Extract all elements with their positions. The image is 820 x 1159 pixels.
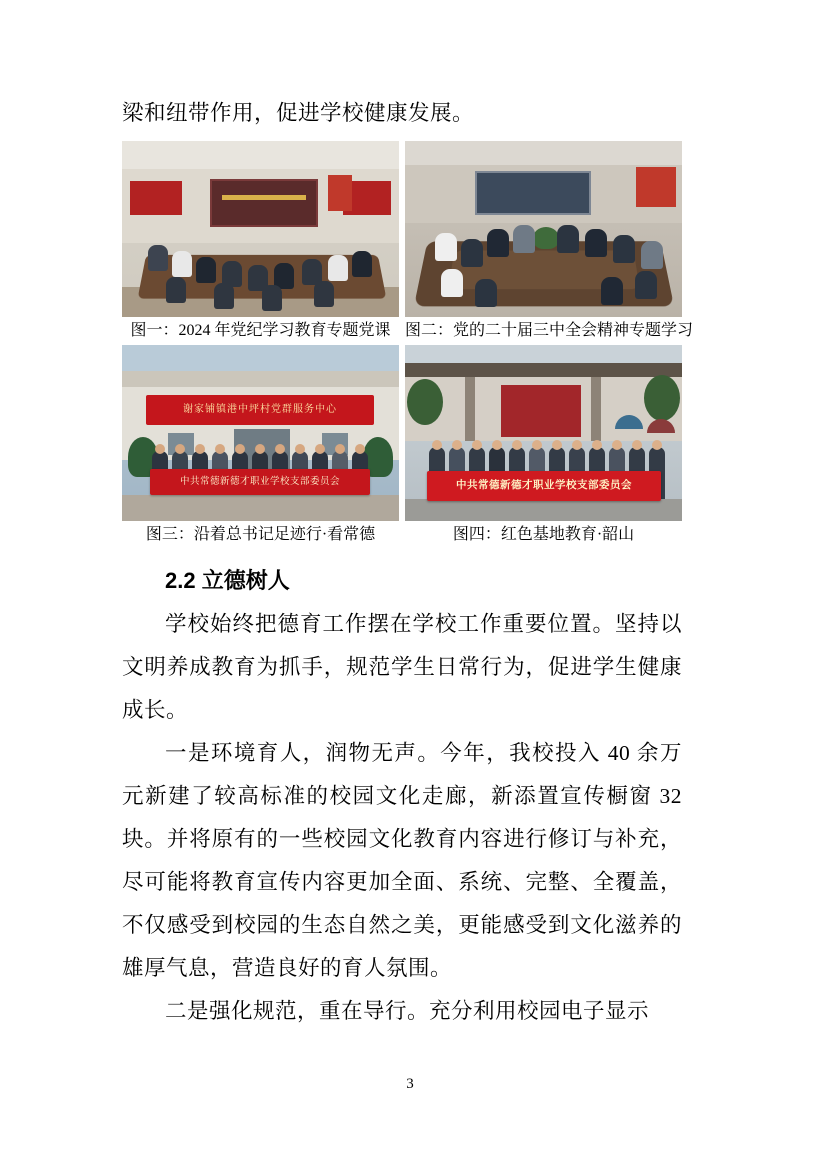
tree	[407, 379, 443, 425]
red-wall	[501, 385, 581, 437]
tree	[644, 375, 680, 421]
figure-3-image	[122, 345, 399, 521]
flag	[328, 175, 352, 211]
attendee	[172, 251, 192, 277]
figure-2-caption: 图二：党的二十届三中全会精神专题学习	[405, 322, 694, 339]
attendee	[196, 257, 216, 283]
ground	[405, 499, 682, 521]
column	[465, 377, 475, 441]
ceiling	[405, 141, 682, 165]
figure-1-caption: 图一：2024 年党纪学习教育专题党课	[130, 322, 391, 339]
attendee	[262, 285, 282, 311]
attendee	[435, 233, 457, 261]
group-banner-text: 中共常德新德才职业学校支部委员会	[456, 480, 632, 491]
figure-row-top	[122, 141, 694, 345]
attendee	[461, 239, 483, 267]
group-banner	[427, 471, 661, 501]
figure-4-caption: 图四：红色基地教育·韶山	[452, 526, 635, 543]
figure-1-image	[122, 141, 399, 317]
attendee	[613, 235, 635, 263]
paragraph-body-3: 二是强化规范，重在导行。充分利用校园电子显示	[165, 999, 650, 1023]
figure-4-image	[405, 345, 682, 521]
paragraph-body-1: 学校始终把德育工作摆在学校工作重要位置。坚持以文明养成教育为抓手，规范学生日常行为，促进学生健康成长。	[122, 612, 682, 722]
attendee	[314, 281, 334, 307]
paragraph-continued: 梁和纽带作用，促进学校健康发展。	[122, 101, 475, 125]
attendee	[214, 283, 234, 309]
figure-1	[122, 141, 399, 345]
attendee	[148, 245, 168, 271]
display-screen	[475, 171, 591, 215]
group-banner	[150, 469, 370, 495]
ground	[122, 495, 399, 521]
attendee	[585, 229, 607, 257]
red-banner	[636, 167, 676, 207]
attendee	[352, 251, 372, 277]
attendee	[641, 241, 663, 269]
figure-4	[405, 345, 682, 549]
group-banner-text: 中共常德新德才职业学校支部委员会	[179, 477, 340, 487]
attendee	[635, 271, 657, 299]
attendee	[513, 225, 535, 253]
projector-screen	[210, 179, 318, 227]
figure-3-caption: 图三：沿着总书记足迹行·看常德	[145, 526, 376, 543]
building-sign-text: 谢家铺镇港中坪村党群服务中心	[183, 404, 337, 415]
attendee	[166, 277, 186, 303]
paragraph-body-2: 一是环境育人，润物无声。今年，我校投入 40 余万元新建了较高标准的校园文化走廊，新添置宣传橱窗 32 块。并将原有的一些校园文化教育内容进行修订与补充，尽可能将教育宣传内容更加全面、系统、完整、全覆盖，不仅感受到校园的生态自然之美，更能感受到文化滋养的雄厚气息，营造良好的育人氛围。	[122, 741, 682, 980]
attendee	[328, 255, 348, 281]
ceiling	[122, 141, 399, 170]
red-banner-left	[130, 181, 182, 215]
attendee	[557, 225, 579, 253]
building-eave	[122, 371, 399, 387]
attendee	[601, 277, 623, 305]
table-plant	[533, 227, 559, 249]
building-sign	[146, 395, 374, 425]
attendee	[487, 229, 509, 257]
section-heading-2-2: 2.2 立德树人	[165, 568, 290, 593]
figure-2-image	[405, 141, 682, 317]
roof	[405, 363, 682, 377]
column	[591, 377, 601, 441]
figure-grid	[122, 141, 694, 549]
page-number: 3	[406, 1076, 414, 1092]
attendee	[441, 269, 463, 297]
figure-3	[122, 345, 399, 549]
attendee	[475, 279, 497, 307]
figure-row-bottom	[122, 345, 682, 549]
figure-2	[405, 141, 694, 345]
page-content	[122, 92, 694, 1033]
